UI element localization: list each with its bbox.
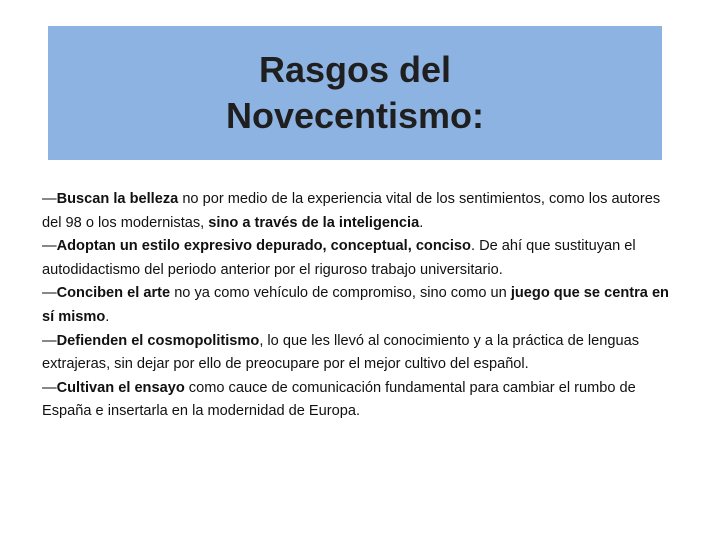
bold-text: Defienden el cosmopolitismo <box>56 332 260 349</box>
text: . De ahí que sustituyan el autodidactismo del periodo anterior por el riguroso trabajo universitario. <box>42 238 636 278</box>
paragraph-3 <box>42 282 682 329</box>
slide-title <box>226 47 484 139</box>
bold-text: Conciben el arte <box>56 285 171 302</box>
bold-text: Buscan la belleza <box>56 191 179 207</box>
text: . <box>419 214 424 231</box>
title-line-2: Novecentismo: <box>225 95 485 136</box>
paragraph-5 <box>42 377 682 424</box>
title-box <box>48 26 662 160</box>
dash: — <box>42 191 57 207</box>
dash: — <box>42 332 57 349</box>
text: , lo que les llevó al conocimiento y a la práctica de lenguas extrajeras, sin dejar por ello de preocupare por el mejor cultivo del español. <box>42 332 639 373</box>
bold-text: sino a través de la inteligencia <box>208 214 420 231</box>
text: . <box>105 308 110 325</box>
text: como cauce de comunicación fundamental para cambiar el rumbo de España e insertarla en la modernidad de Europa. <box>42 379 636 420</box>
paragraph-1 <box>42 188 682 235</box>
text: no por medio de la experiencia vital de los sentimientos, como los autores del 98 o los modernistas, <box>42 191 661 231</box>
body-text <box>42 188 682 424</box>
dash: — <box>42 238 57 255</box>
text: no ya como vehículo de compromiso, sino como un <box>170 285 511 302</box>
dash: — <box>42 379 57 396</box>
dash: — <box>42 285 57 302</box>
paragraph-2 <box>42 235 682 282</box>
title-line-1: Rasgos del <box>258 49 452 90</box>
bold-text: Cultivan el ensayo <box>56 379 185 396</box>
bold-text: juego que se centra en sí mismo <box>42 285 669 325</box>
bold-text: Adoptan un estilo expresivo depurado, conceptual, conciso <box>56 238 471 255</box>
paragraph-4 <box>42 330 682 377</box>
